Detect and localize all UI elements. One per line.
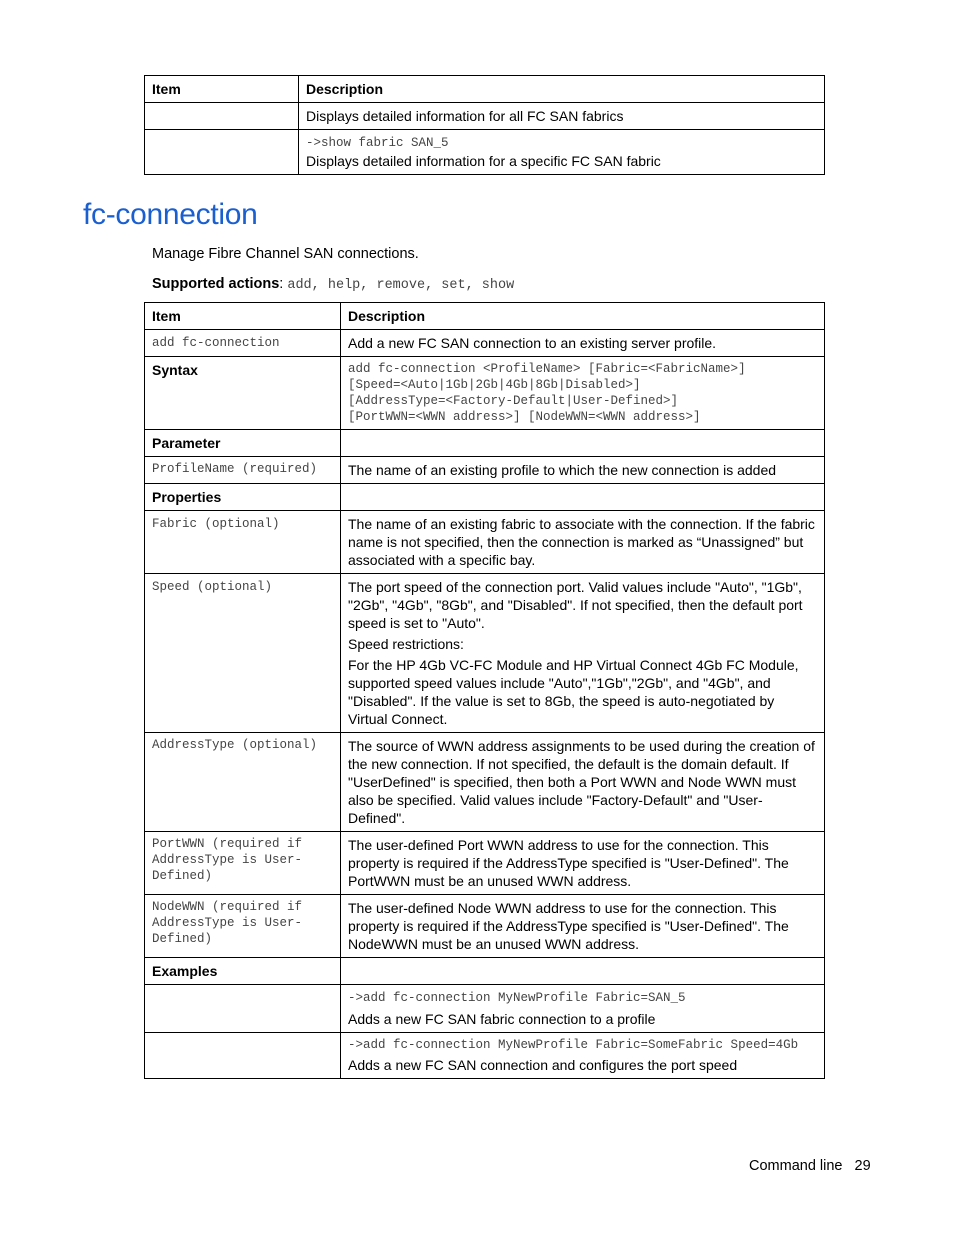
- table-row: [145, 832, 825, 895]
- supported-actions: [152, 276, 514, 293]
- table-row: [145, 430, 825, 457]
- empty-cell: [145, 985, 341, 1033]
- example-description: Adds a new FC SAN fabric connection to a profile: [348, 1011, 656, 1027]
- syntax-line: [AddressType=<Factory-Default|User-Defined>]: [348, 394, 679, 408]
- supported-actions-colon: :: [279, 276, 284, 292]
- syntax-line: [PortWWN=<WWN address>] [NodeWWN=<WWN address>]: [348, 410, 701, 424]
- table-cell-item: [145, 103, 299, 130]
- footer-section-label: Command line: [749, 1158, 843, 1174]
- example-description: Adds a new FC SAN connection and configures the port speed: [348, 1057, 738, 1073]
- empty-cell: [341, 958, 825, 985]
- command-example: ->add fc-connection MyNewProfile Fabric=SomeFabric Speed=4Gb: [348, 1038, 799, 1052]
- row-syntax-label: Syntax: [145, 357, 341, 430]
- table-row: [145, 330, 825, 357]
- table-row: [145, 958, 825, 985]
- row-add-item: add fc-connection: [145, 330, 341, 357]
- header-description: Description: [299, 76, 825, 103]
- header-item: Item: [145, 76, 299, 103]
- table-row: [145, 574, 825, 733]
- row-profilename-description: The name of an existing profile to which the new connection is added: [341, 457, 825, 484]
- table-row: [145, 357, 825, 430]
- speed-paragraph: The port speed of the connection port. Valid values include "Auto", "1Gb", "2Gb", "4Gb", "8Gb", and "Disabled". If not specified, then the default port speed is set to "Auto".: [348, 579, 803, 631]
- table-row: [145, 457, 825, 484]
- empty-cell: [341, 430, 825, 457]
- table-row: [145, 985, 825, 1033]
- table-row: [145, 733, 825, 832]
- row-nodewwn-description: The user-defined Node WWN address to use for the connection. This property is required if the AddressType specified is "User-Defined". The NodeWWN must be an unused WWN address.: [341, 895, 825, 958]
- row-portwwn-item: PortWWN (required if AddressType is User-Defined): [145, 832, 341, 895]
- table-cell-description: Displays detailed information for all FC SAN fabrics: [299, 103, 825, 130]
- table-row: [145, 130, 825, 175]
- table-header-row: [145, 303, 825, 330]
- example-description: Displays detailed information for a specific FC SAN fabric: [306, 153, 661, 169]
- supported-actions-label: Supported actions: [152, 276, 280, 292]
- row-parameter-label: Parameter: [145, 430, 341, 457]
- syntax-line: add fc-connection <ProfileName> [Fabric=<FabricName>]: [348, 362, 746, 376]
- supported-actions-list: add, help, remove, set, show: [287, 278, 515, 293]
- fc-connection-table: [144, 302, 825, 1079]
- command-example: ->show fabric SAN_5: [306, 136, 449, 150]
- section-title: fc-connection: [83, 198, 258, 231]
- header-description: Description: [341, 303, 825, 330]
- row-speed-item: Speed (optional): [145, 574, 341, 733]
- row-syntax-code: [341, 357, 825, 430]
- row-fabric-description: The name of an existing fabric to associate with the connection. If the fabric name is not specified, then the connection is marked as “Unassigned” but associated with a specific bay.: [341, 511, 825, 574]
- speed-paragraph: Speed restrictions:: [348, 636, 464, 652]
- page-number: 29: [854, 1158, 871, 1174]
- table-cell-item: [145, 130, 299, 175]
- example-cell: [341, 1033, 825, 1079]
- row-examples-label: Examples: [145, 958, 341, 985]
- table-row: [145, 484, 825, 511]
- command-example: ->add fc-connection MyNewProfile Fabric=SAN_5: [348, 991, 686, 1005]
- table-row: [145, 895, 825, 958]
- row-addresstype-description: The source of WWN address assignments to be used during the creation of the new connection. If not specified, the default is the domain default. If "UserDefined" is specified, then both a Port WWN and Node WWN must also be specified. Valid values include "Factory-Default" and "User-Defined".: [341, 733, 825, 832]
- table-cell-description: [299, 130, 825, 175]
- row-properties-label: Properties: [145, 484, 341, 511]
- header-item: Item: [145, 303, 341, 330]
- syntax-line: [Speed=<Auto|1Gb|2Gb|4Gb|8Gb|Disabled>]: [348, 378, 641, 392]
- table-header-row: [145, 76, 825, 103]
- table-row: [145, 1033, 825, 1079]
- row-speed-description: [341, 574, 825, 733]
- page-footer: [749, 1158, 871, 1174]
- row-profilename-item: ProfileName (required): [145, 457, 341, 484]
- row-add-description: Add a new FC SAN connection to an existing server profile.: [341, 330, 825, 357]
- top-table: [144, 75, 825, 175]
- speed-paragraph: For the HP 4Gb VC-FC Module and HP Virtual Connect 4Gb FC Module, supported speed values include "Auto","1Gb","2Gb", and "4Gb", and "Disabled". If the value is set to 8Gb, the speed is auto-negotiated by Virtual Connect.: [348, 657, 799, 727]
- table-row: [145, 511, 825, 574]
- row-fabric-item: Fabric (optional): [145, 511, 341, 574]
- row-nodewwn-item: NodeWWN (required if AddressType is User-Defined): [145, 895, 341, 958]
- row-addresstype-item: AddressType (optional): [145, 733, 341, 832]
- empty-cell: [341, 484, 825, 511]
- empty-cell: [145, 1033, 341, 1079]
- example-cell: [341, 985, 825, 1033]
- row-portwwn-description: The user-defined Port WWN address to use for the connection. This property is required if the AddressType specified is "User-Defined". The PortWWN must be an unused WWN address.: [341, 832, 825, 895]
- table-row: [145, 103, 825, 130]
- section-intro: Manage Fibre Channel SAN connections.: [152, 246, 419, 262]
